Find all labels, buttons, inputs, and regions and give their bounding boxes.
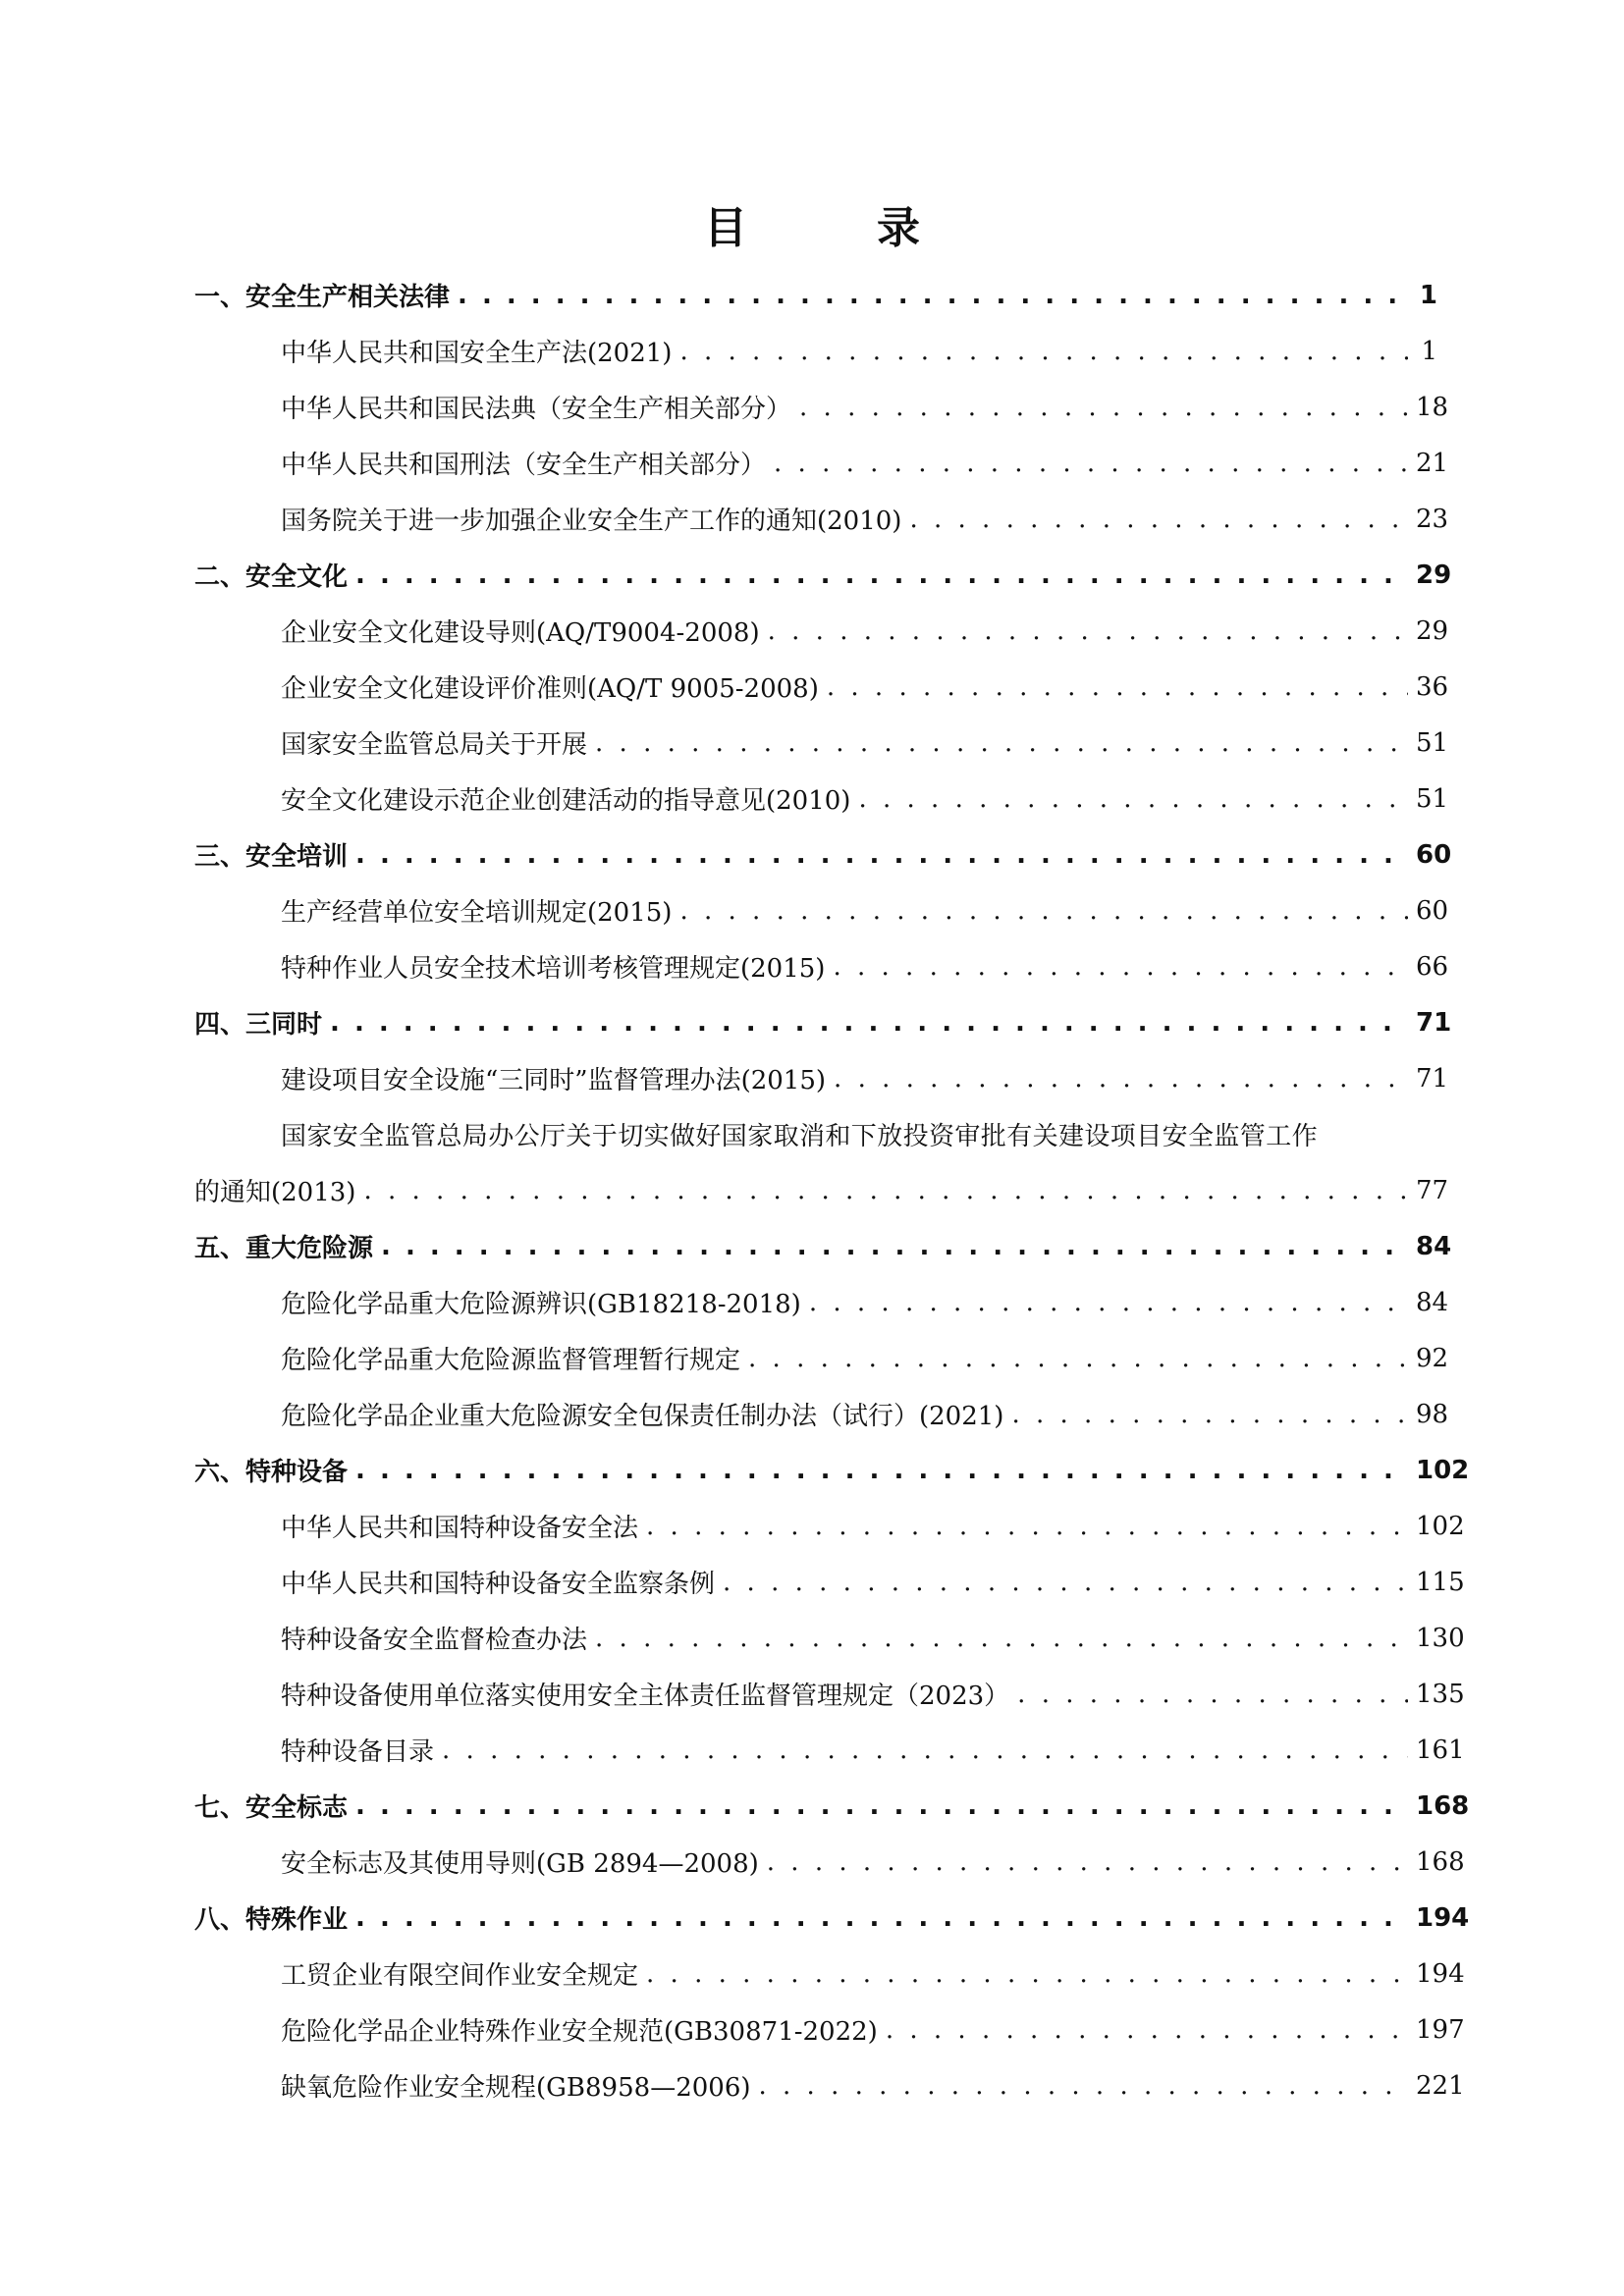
toc-page-number: 161 bbox=[1416, 1735, 1465, 1765]
toc-page-number: 130 bbox=[1416, 1623, 1465, 1653]
toc-leader-dots bbox=[833, 952, 1408, 982]
toc-entry[interactable] bbox=[194, 715, 1449, 771]
toc-entry-label: 中华人民共和国安全生产法(2021) bbox=[281, 339, 673, 368]
toc-leader-dots bbox=[858, 784, 1408, 814]
toc-leader-dots bbox=[679, 896, 1408, 926]
toc-leader-dots bbox=[909, 505, 1408, 534]
toc-leader-dots bbox=[767, 1847, 1408, 1877]
toc-entry[interactable] bbox=[194, 1946, 1465, 2002]
toc-section-7[interactable] bbox=[194, 1778, 1470, 1834]
toc-entry-label: 危险化学品企业重大危险源安全包保责任制办法（试行）(2021) bbox=[281, 1402, 1004, 1431]
toc-page-number: 60 bbox=[1416, 895, 1449, 926]
toc-entry[interactable] bbox=[194, 938, 1449, 994]
toc-leader-dots bbox=[355, 1903, 1408, 1933]
toc-section-3[interactable] bbox=[194, 827, 1452, 882]
toc-entry[interactable] bbox=[194, 1666, 1465, 1722]
toc-entry[interactable] bbox=[194, 435, 1449, 491]
toc-entry-label: 中华人民共和国刑法（安全生产相关部分） bbox=[281, 451, 767, 480]
toc-page-number: 21 bbox=[1416, 448, 1449, 478]
toc-leader-dots bbox=[723, 1568, 1408, 1597]
toc-page-number: 51 bbox=[1416, 727, 1449, 758]
toc-entry-label: 国家安全监管总局关于开展 bbox=[281, 730, 588, 760]
toc-entry-label: 安全标志及其使用导则(GB 2894—2008) bbox=[281, 1849, 759, 1879]
toc-entry[interactable] bbox=[194, 2002, 1465, 2057]
toc-page-number: 197 bbox=[1416, 2014, 1465, 2045]
toc-entry-label: 国务院关于进一步加强企业安全生产工作的通知(2010) bbox=[281, 507, 902, 536]
toc-section-8[interactable] bbox=[194, 1890, 1470, 1946]
toc-entry-label: 的通知(2013) bbox=[194, 1178, 356, 1207]
toc-leader-dots bbox=[1011, 1400, 1408, 1429]
toc-entry[interactable] bbox=[194, 1386, 1449, 1442]
table-of-contents bbox=[194, 267, 1470, 2113]
toc-leader-dots bbox=[748, 1344, 1408, 1373]
toc-leader-dots bbox=[458, 281, 1408, 310]
toc-entry-label: 中华人民共和国民法典（安全生产相关部分） bbox=[281, 395, 792, 424]
toc-page-number: 194 bbox=[1416, 1902, 1470, 1933]
toc-section-label: 五、重大危险源 bbox=[194, 1234, 374, 1263]
toc-section-label: 六、特种设备 bbox=[194, 1458, 349, 1487]
toc-entry-label: 缺氧危险作业安全规程(GB8958—2006) bbox=[281, 2073, 751, 2103]
toc-entry-label: 生产经营单位安全培训规定(2015) bbox=[281, 898, 673, 928]
toc-leader-dots bbox=[768, 616, 1408, 646]
toc-entry-label: 特种设备目录 bbox=[281, 1737, 435, 1767]
toc-section-label: 七、安全标志 bbox=[194, 1793, 349, 1823]
toc-page-number: 168 bbox=[1416, 1846, 1465, 1877]
toc-leader-dots bbox=[827, 672, 1408, 702]
toc-leader-dots bbox=[759, 2071, 1409, 2101]
toc-leader-dots bbox=[595, 728, 1408, 758]
toc-leader-dots bbox=[679, 337, 1408, 366]
toc-page-number: 51 bbox=[1416, 783, 1449, 814]
toc-leader-dots bbox=[381, 1232, 1408, 1261]
toc-page-number: 18 bbox=[1416, 392, 1449, 422]
toc-entry-label: 特种设备使用单位落实使用安全主体责任监督管理规定（2023） bbox=[281, 1682, 1010, 1711]
toc-entry-label: 中华人民共和国特种设备安全法 bbox=[281, 1514, 639, 1543]
toc-section-label: 三、安全培训 bbox=[194, 842, 349, 872]
toc-entry[interactable] bbox=[194, 603, 1449, 659]
toc-entry[interactable] bbox=[194, 1610, 1465, 1666]
toc-entry-wrapped-line1[interactable]: 国家安全监管总局办公厅关于切实做好国家取消和下放投资审批有关建设项目安全监管工作 bbox=[281, 1122, 1319, 1151]
toc-section-4[interactable] bbox=[194, 994, 1452, 1050]
toc-entry[interactable] bbox=[194, 379, 1449, 435]
toc-leader-dots bbox=[1017, 1680, 1408, 1709]
toc-entry-wrapped-line2[interactable] bbox=[194, 1162, 1449, 1218]
toc-entry-label: 企业安全文化建设评价准则(AQ/T 9005-2008) bbox=[281, 674, 819, 704]
toc-page-number: 84 bbox=[1416, 1231, 1452, 1261]
toc-entry-label: 企业安全文化建设导则(AQ/T9004-2008) bbox=[281, 618, 760, 648]
toc-page-number: 36 bbox=[1416, 671, 1449, 702]
toc-entry[interactable] bbox=[194, 1498, 1465, 1554]
toc-entry[interactable] bbox=[194, 1554, 1465, 1610]
toc-entry[interactable] bbox=[194, 1722, 1465, 1778]
toc-page-number: 84 bbox=[1416, 1287, 1449, 1317]
toc-section-label: 二、安全文化 bbox=[194, 562, 349, 592]
toc-entry-label: 工贸企业有限空间作业安全规定 bbox=[281, 1961, 639, 1991]
toc-page-number: 1 bbox=[1421, 336, 1437, 366]
toc-section-label: 一、安全生产相关法律 bbox=[194, 283, 451, 312]
toc-entry-label: 中华人民共和国特种设备安全监察条例 bbox=[281, 1570, 716, 1599]
toc-leader-dots bbox=[595, 1624, 1408, 1653]
toc-page-number: 102 bbox=[1416, 1455, 1470, 1485]
toc-page-number: 29 bbox=[1416, 560, 1452, 590]
toc-leader-dots bbox=[809, 1288, 1408, 1317]
toc-entry-label: 危险化学品企业特殊作业安全规范(GB30871-2022) bbox=[281, 2017, 878, 2047]
toc-page-number: 23 bbox=[1416, 504, 1449, 534]
toc-entry[interactable] bbox=[194, 2057, 1465, 2113]
toc-leader-dots bbox=[363, 1176, 1408, 1205]
toc-leader-dots bbox=[834, 1064, 1408, 1094]
toc-entry[interactable] bbox=[194, 1274, 1449, 1330]
toc-entry[interactable] bbox=[194, 1330, 1449, 1386]
toc-page-number: 29 bbox=[1416, 615, 1449, 646]
toc-leader-dots bbox=[355, 1456, 1408, 1485]
toc-entry-label: 特种设备安全监督检查办法 bbox=[281, 1626, 588, 1655]
toc-section-5[interactable] bbox=[194, 1218, 1452, 1274]
toc-leader-dots bbox=[355, 561, 1408, 590]
toc-entry-label: 特种作业人员安全技术培训考核管理规定(2015) bbox=[281, 954, 826, 984]
toc-page-number: 115 bbox=[1416, 1567, 1465, 1597]
toc-page-number: 66 bbox=[1416, 951, 1449, 982]
toc-leader-dots bbox=[355, 840, 1408, 870]
toc-leader-dots bbox=[886, 2015, 1408, 2045]
toc-leader-dots bbox=[646, 1512, 1408, 1541]
toc-page-number: 194 bbox=[1416, 1958, 1465, 1989]
toc-page-number: 98 bbox=[1416, 1399, 1449, 1429]
toc-entry-label: 危险化学品重大危险源辨识(GB18218-2018) bbox=[281, 1290, 801, 1319]
toc-entry[interactable] bbox=[194, 771, 1449, 827]
toc-entry-label: 危险化学品重大危险源监督管理暂行规定 bbox=[281, 1346, 741, 1375]
toc-entry[interactable] bbox=[194, 882, 1449, 938]
toc-entry[interactable] bbox=[194, 659, 1449, 715]
toc-page-number: 1 bbox=[1419, 280, 1437, 310]
toc-page-number: 168 bbox=[1416, 1790, 1470, 1821]
toc-page-number: 102 bbox=[1416, 1511, 1465, 1541]
toc-entry-label: 建设项目安全设施“三同时”监督管理办法(2015) bbox=[281, 1066, 827, 1095]
toc-section-label: 四、三同时 bbox=[194, 1010, 323, 1040]
toc-page-number: 71 bbox=[1416, 1063, 1449, 1094]
toc-entry[interactable] bbox=[194, 1050, 1449, 1106]
toc-section-1[interactable] bbox=[194, 267, 1437, 323]
page-title: 目 录 bbox=[704, 203, 963, 253]
toc-leader-dots bbox=[646, 1959, 1408, 1989]
toc-page-number: 60 bbox=[1416, 839, 1452, 870]
toc-page-number: 77 bbox=[1416, 1175, 1449, 1205]
toc-leader-dots bbox=[355, 1791, 1408, 1821]
toc-section-label: 八、特殊作业 bbox=[194, 1905, 349, 1935]
toc-section-2[interactable] bbox=[194, 547, 1452, 603]
toc-leader-dots bbox=[442, 1735, 1408, 1765]
toc-leader-dots bbox=[799, 393, 1408, 422]
toc-entry[interactable] bbox=[194, 323, 1437, 379]
toc-page-number: 221 bbox=[1416, 2070, 1465, 2101]
toc-page-number: 71 bbox=[1416, 1007, 1452, 1038]
toc-entry[interactable] bbox=[194, 1834, 1465, 1890]
toc-page-number: 92 bbox=[1416, 1343, 1449, 1373]
toc-entry-label: 安全文化建设示范企业创建活动的指导意见(2010) bbox=[281, 786, 851, 816]
toc-section-6[interactable] bbox=[194, 1442, 1470, 1498]
toc-leader-dots bbox=[330, 1008, 1408, 1038]
toc-page-number: 135 bbox=[1416, 1679, 1465, 1709]
toc-entry[interactable] bbox=[194, 491, 1449, 547]
toc-leader-dots bbox=[774, 449, 1408, 478]
